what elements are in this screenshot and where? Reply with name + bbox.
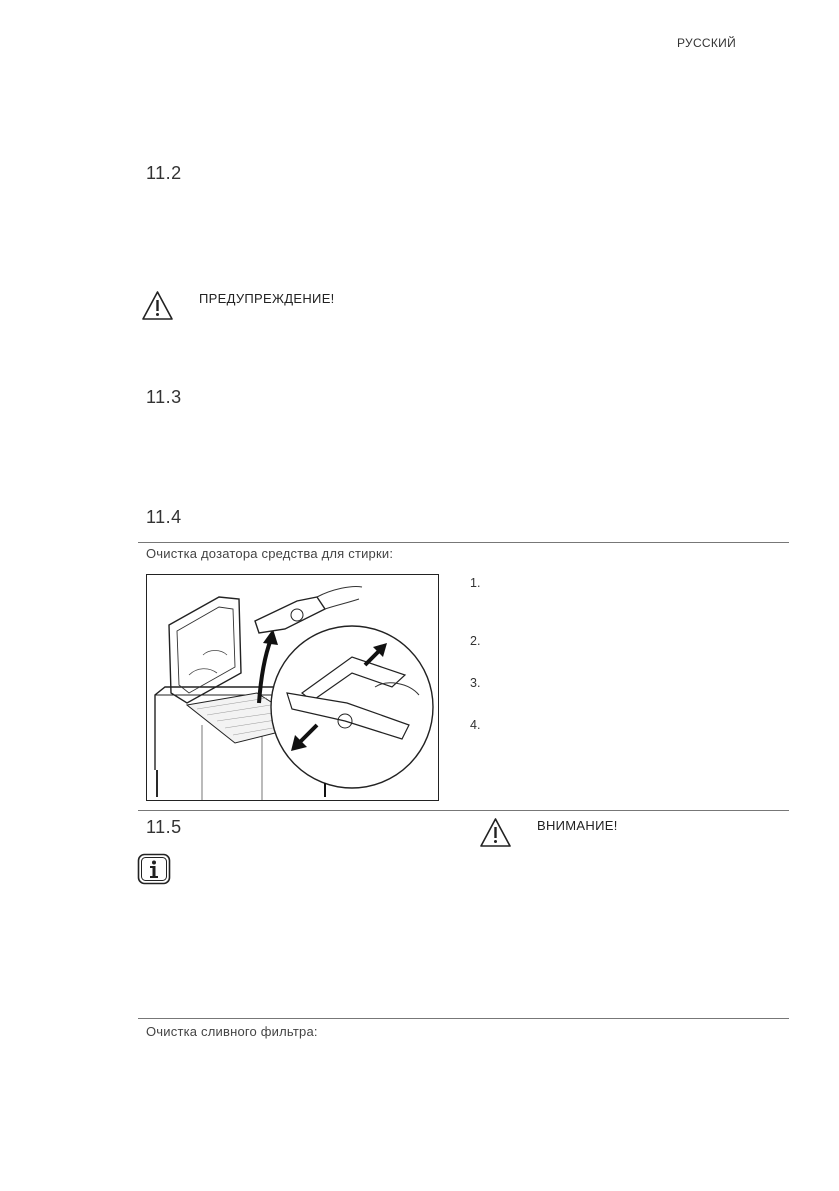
warning-title: ВНИМАНИЕ! bbox=[537, 818, 618, 833]
subheading-dispenser-cleaning: Очистка дозатора средства для стирки: bbox=[146, 546, 394, 561]
warning-triangle-icon bbox=[141, 290, 174, 321]
section-divider bbox=[138, 810, 789, 811]
step-number-4: 4. bbox=[470, 718, 481, 732]
section-number-11-3: 11.3 bbox=[146, 387, 182, 407]
section-number-11-5: 11.5 bbox=[146, 817, 182, 837]
section-divider bbox=[138, 1018, 789, 1019]
subheading-drain-filter-cleaning: Очистка сливного фильтра: bbox=[146, 1024, 318, 1039]
step-number-2: 2. bbox=[470, 634, 481, 648]
section-number-11-4: 11.4 bbox=[146, 507, 182, 527]
step-number-3: 3. bbox=[470, 676, 481, 690]
info-icon bbox=[137, 853, 171, 885]
warning-triangle-icon bbox=[479, 817, 512, 848]
language-label: РУССКИЙ bbox=[677, 36, 737, 50]
dispenser-removal-illustration bbox=[146, 574, 439, 801]
step-number-1: 1. bbox=[470, 576, 481, 590]
section-number-11-2: 11.2 bbox=[146, 163, 182, 183]
section-divider bbox=[138, 542, 789, 543]
warning-title: ПРЕДУПРЕЖДЕНИЕ! bbox=[199, 291, 335, 306]
